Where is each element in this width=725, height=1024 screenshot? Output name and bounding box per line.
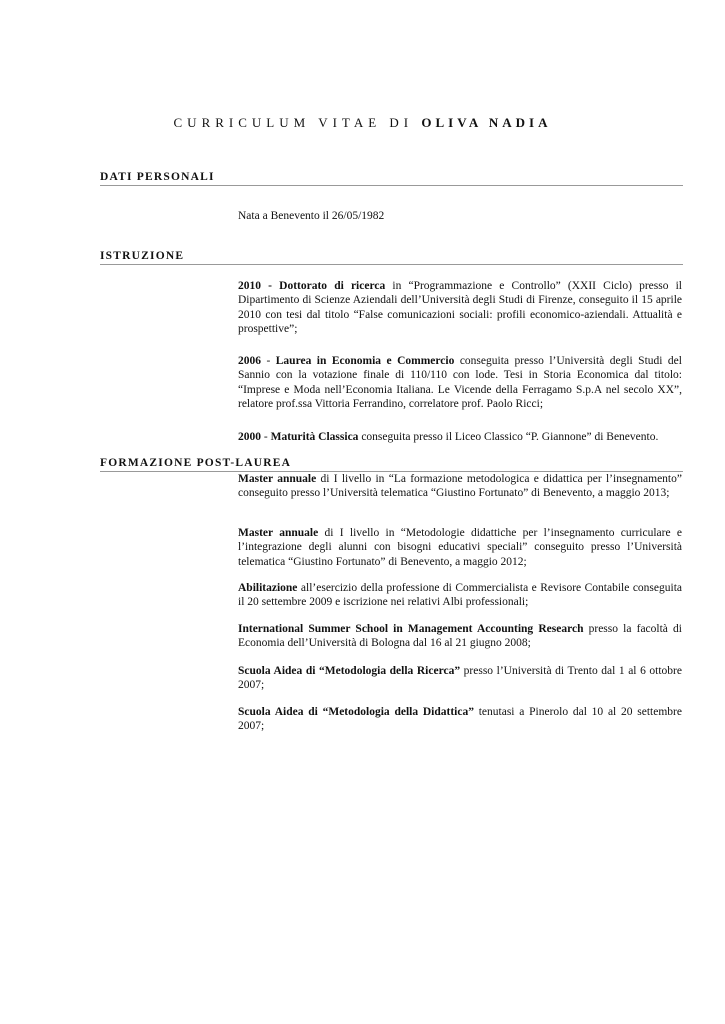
section-heading: FORMAZIONE POST-LAUREA <box>100 457 683 472</box>
istruzione-entry-maturita <box>238 430 682 444</box>
istruzione-entry-laurea <box>238 354 682 412</box>
title-name: OLIVA NADIA <box>421 115 552 130</box>
formazione-entry-aidea-didattica <box>238 705 682 734</box>
list-item: International Summer School in Management Accounting Research presso la facoltà di Economia dell’Università di Bologna dal 16 al 21 giugno 2008; <box>238 623 682 650</box>
list-item: Master annuale di I livello in “La formazione metodologica e didattica per l’insegnamento” conseguito presso l’Università telematica “Giustino Fortunato” di Benevento, a maggio 2013; <box>238 473 682 500</box>
formazione-entry-master-2013 <box>238 472 682 501</box>
list-item: Abilitazione all’esercizio della professione di Commercialista e Revisore Contabile conseguita il 20 settembre 2009 e iscrizione nei relativi Albi professionali; <box>238 582 682 609</box>
formazione-entry-abilitazione <box>238 581 682 610</box>
section-heading: ISTRUZIONE <box>100 250 683 265</box>
list-item: Scuola Aidea di “Metodologia della Ricerca” presso l’Università di Trento dal 1 al 6 ottobre 2007; <box>238 665 682 692</box>
list-item: Scuola Aidea di “Metodologia della Didattica” tenutasi a Pinerolo dal 10 al 20 settembre 2007; <box>238 706 682 733</box>
document-title <box>0 115 725 131</box>
dati-personali-content <box>238 209 682 223</box>
list-item: Master annuale di I livello in “Metodologie didattiche per l’insegnamento curriculare e l’integrazione degli alunni con bisogni educativi speciali” conseguito presso l’Università telematica “Giustino Fortunato” di Benevento, a maggio 2012; <box>238 527 682 568</box>
istruzione-entry-phd <box>238 279 682 337</box>
list-item: 2010 - Dottorato di ricerca in “Programmazione e Controllo” (XXII Ciclo) presso il Dipartimento di Scienze Aziendali dell’Università degli Studi di Firenze, conseguito il 15 aprile 2010 con tesi dal titolo “False comunicazioni sociali: profili economico-aziendali. Attualità e prospettive”; <box>238 280 682 336</box>
title-prefix: CURRICULUM VITAE DI <box>173 115 414 130</box>
formazione-entry-master-2012 <box>238 526 682 569</box>
birth-info: Nata a Benevento il 26/05/1982 <box>238 210 385 222</box>
list-item: 2006 - Laurea in Economia e Commercio conseguita presso l’Università degli Studi del Sannio con la votazione finale di 110/110 con lode. Tesi in Storia Economica dal titolo: “Imprese e Moda nell’Economia Italiana. Le Vicende della Ferragamo S.p.A nel secolo XX”, relatore prof.ssa Vittoria Ferrandino, correlatore prof. Paolo Ricci; <box>238 355 682 411</box>
section-formazione <box>100 457 683 472</box>
formazione-entry-aidea-ricerca <box>238 664 682 693</box>
formazione-entry-summer-school <box>238 622 682 651</box>
section-heading: DATI PERSONALI <box>100 171 683 186</box>
section-dati-personali <box>100 171 683 186</box>
list-item: 2000 - Maturità Classica conseguita presso il Liceo Classico “P. Giannone” di Benevento. <box>238 431 659 443</box>
section-istruzione <box>100 250 683 265</box>
